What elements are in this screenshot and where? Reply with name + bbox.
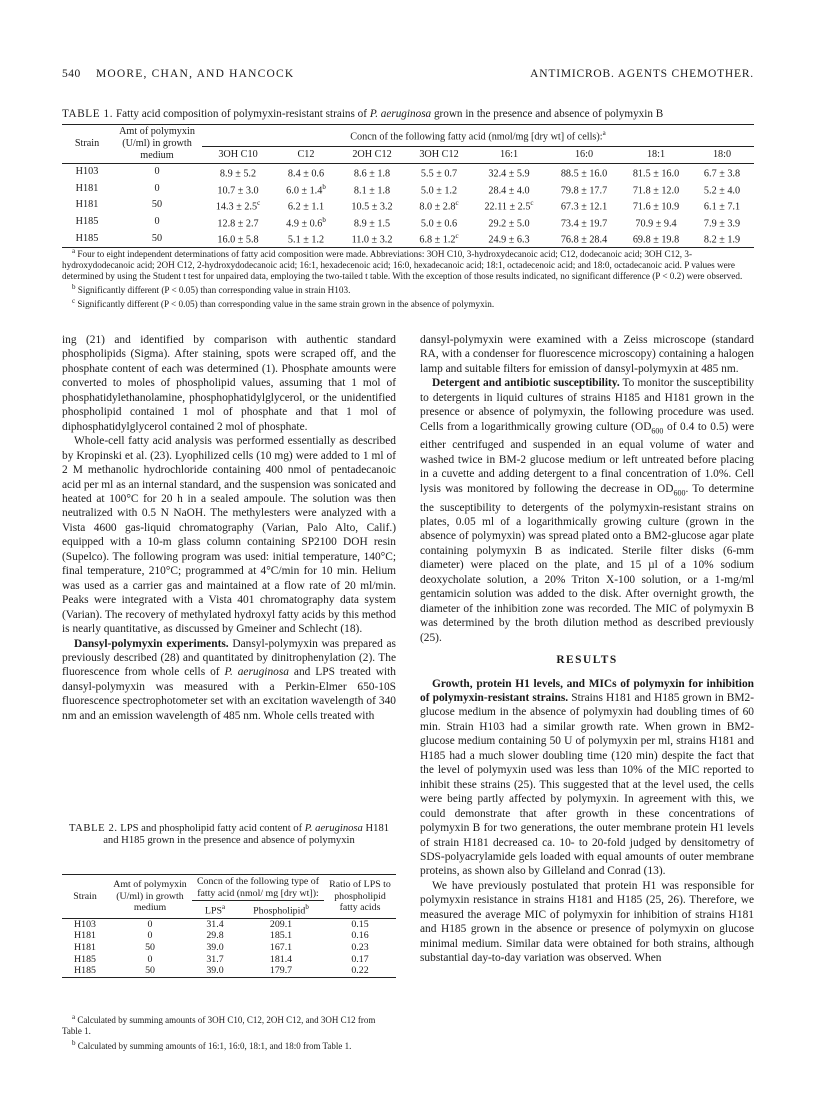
right-paragraph-4: We have previously postulated that protein H1 was responsible for polymyxin resistance in strains H181 and H185 (25, 26). Therefore, we measured the average MIC of polymyxin for inhibition of strains H181 and H185 grown in the absence or presence of polymyxin on glucose minimal medium. Similar data were obtained for both strains, although substantial day-to-day variation was observed. When — [420, 879, 754, 965]
table1-cell-value: 32.4 ± 5.9 — [488, 168, 530, 180]
table2-cell-ratio: 0.16 — [351, 930, 369, 942]
table1-cell-value: 76.8 ± 28.4 — [560, 234, 608, 246]
running-head-authors: MOORE, CHAN, AND HANCOCK — [96, 68, 295, 80]
table2-cell-ratio: 0.15 — [351, 918, 369, 930]
table2-label: TABLE 2. — [68, 823, 118, 834]
table1-cell-value: 70.9 ± 9.4 — [635, 218, 677, 230]
running-head — [62, 68, 754, 86]
table1-cell-value: 6.8 ± 1.2$^c$ — [419, 232, 459, 246]
table1-header-strain: Strain — [62, 125, 112, 164]
table1-cell-value: 24.9 ± 6.3 — [488, 234, 530, 246]
table1-cell-value: 5.5 ± 0.7 — [420, 168, 458, 180]
table2-cell-amount: 50 — [145, 941, 155, 953]
right-paragraph-3: Growth, protein H1 levels, and MICs of polymyxin for inhibition of polymyxin-resistant strains. Strains H181 and H185 grown in BM2-glucose medium in the absence of polymyxin had doubling times of 60 min. Strain H103 had a similar growth rate. When grown in BM2-glucose medium containing 50 U of polymyxin per ml, strains H181 and H185 had a much slower doubling time (120 min) despite the fact that the level of polymyxin used was less than 10% of the MIC reported to inhibit these strains (25). This suggested that at the level used, the cells were being partly affected by polymyxin. In agreement with this, we could demonstrate that after growth in these concentrations of polymyxin B for two generations, the outer membrane protein H1 levels of strain H181 decreased ca. 10- to 20-fold judged by densitometry of SDS-polyacrylamide gels loaded with equal amounts of outer membrane proteins, as shown also by Gilleland and Conrad (13). — [420, 677, 754, 878]
table1-cell-value: 73.4 ± 19.7 — [560, 218, 608, 230]
table2-header-span: Concn of the following type of fatty acid (nmol/ mg [dry wt]): — [192, 875, 324, 901]
table1-header-fatty-acid: 3OH C10 — [218, 148, 258, 160]
table-row — [62, 164, 754, 181]
table-row — [62, 214, 754, 231]
table1-header-fatty-acid: 16:0 — [574, 148, 594, 160]
table2-cell-lps: 29.8 — [206, 930, 224, 942]
table1-cell-value: 6.7 ± 3.8 — [703, 168, 741, 180]
table2-cell-pl: 185.1 — [269, 930, 293, 942]
table1-cell-value: 8.1 ± 1.8 — [353, 184, 391, 196]
table1-header-fatty-acid: 3OH C12 — [419, 148, 459, 160]
table1-cell-strain: H181 — [75, 199, 99, 211]
table2-cell-strain: H185 — [74, 965, 96, 977]
table1-footnotes — [62, 246, 754, 310]
table1-cell-value: 4.9 ± 0.6$^b$ — [286, 215, 326, 230]
table-row — [62, 918, 396, 930]
left-column — [62, 333, 396, 723]
table2-cell-lps: 31.7 — [206, 953, 224, 965]
growth-heading: Growth, protein H1 levels, and MICs of polymyxin for inhibition of polymyxin-resistant strains. — [420, 677, 754, 704]
table2-header-ratio: Ratio of LPS to phospholipid fatty acids — [324, 875, 396, 919]
table1-cell-value: 7.9 ± 3.9 — [703, 218, 741, 230]
table1-cell-value: 8.6 ± 1.8 — [353, 168, 391, 180]
table1-header-fatty-acid: 16:1 — [499, 148, 519, 160]
table1-cell-value: 79.8 ± 17.7 — [560, 184, 608, 196]
table1-cell-value: 8.9 ± 5.2 — [219, 168, 257, 180]
table1-cell-amount: 0 — [154, 182, 160, 194]
table2-cell-lps: 39.0 — [206, 965, 224, 977]
table1-cell-strain: H185 — [75, 232, 99, 244]
table1-footnote: $^c$ Significantly different (P < 0.05) than corresponding value in the same strain grown in the absence of polymyxin. — [72, 297, 495, 310]
table1-title — [62, 108, 762, 120]
table2-cell-strain: H181 — [74, 941, 96, 953]
results-heading: RESULTS — [556, 654, 618, 667]
table1-cell-value: 6.2 ± 1.1 — [287, 201, 325, 213]
table1-cell-value: 81.5 ± 16.0 — [632, 168, 680, 180]
table1-cell-value: 71.6 ± 10.9 — [632, 201, 680, 213]
table2-cell-pl: 179.7 — [269, 965, 293, 977]
table2-caption-b: H181 and H185 grown in the presence and absence of polymyxin — [103, 823, 390, 847]
table2-cell-amount: 0 — [147, 918, 153, 930]
table1-header-span: Concn of the following fatty acid (nmol/mg [dry wt] of cells):$^a$ — [202, 125, 754, 147]
page-number: 540 — [62, 68, 81, 80]
table1-cell-strain: H181 — [75, 182, 99, 194]
table1-caption-end: grown in the presence and absence of polymyxin B — [433, 108, 664, 120]
right-paragraph-1: dansyl-polymyxin were examined with a Zeiss microscope (standard RA, with a condenser for fluorescence microscopy) containing a halogen lamp and suitable filters for emission of dansyl-polymyxin at 485 nm. — [420, 334, 754, 375]
table2-cell-strain: H103 — [74, 918, 96, 930]
table1-cell-value: 8.9 ± 1.5 — [353, 218, 391, 230]
table1-footnote: $^a$ Four to eight independent determinations of fatty acid composition were made. Abbreviations: 3OH C10, 3-hydroxydecanoic acid; C12, dodecanoic acid; 3OH C12, 3-hydroxydodecanoic acid; 2OH C12, 2-hydroxydodecanoic acid; 16:1, hexadecenoic acid; 16:0, hexadecanoic acid; 18:1, octadecenoic acid; and 18:0, octadecanoic acid. P values were determined by using the Student t test for unpaired data, employing the two-tailed t table. With the exception of those results indicated, no significant difference (P < 0.2) were observed. — [62, 247, 743, 282]
table2-cell-pl: 167.1 — [269, 941, 293, 953]
table1-cell-value: 5.0 ± 0.6 — [420, 218, 458, 230]
table-row — [62, 181, 754, 198]
table1-cell-value: 5.1 ± 1.2 — [287, 234, 325, 246]
table2-cell-pl: 181.4 — [269, 953, 293, 965]
detergent-heading: Detergent and antibiotic susceptibility. — [432, 377, 620, 390]
table2-title — [62, 823, 396, 848]
table2-cell-amount: 0 — [147, 930, 153, 942]
table-row — [62, 954, 396, 966]
left-paragraph-1: ing (21) and identified by comparison with authentic standard phospholipids (Sigma). After staining, spots were scraped off, and the phosphate content of each was determined (1). Phosphate amounts were converted to moles of phospholipid values, assuming that 1 mol of phosphatidylethanolamine, phosphophatidylglycerol, or the unidentified phospholipid contained 1 mol of phosphate and that 1 mol of diphosphatidylglycerol contained 2 mol of phosphate. — [62, 334, 396, 433]
table2-header-strain: Strain — [62, 875, 108, 919]
running-head-journal: ANTIMICROB. AGENTS CHEMOTHER. — [530, 68, 754, 80]
table1-label: TABLE 1. — [62, 108, 114, 120]
table2-cell-amount: 50 — [145, 965, 155, 977]
table1-cell-value: 29.2 ± 5.0 — [488, 218, 530, 230]
table1-header-amount: Amt of polymyxin (U/ml) in growth medium — [112, 125, 202, 164]
table1-cell-amount: 0 — [154, 166, 160, 178]
table1-cell-value: 67.3 ± 12.1 — [560, 201, 608, 213]
table1-cell-value: 12.8 ± 2.7 — [217, 218, 259, 230]
table2-header-phospholipid: Phospholipid$^b$ — [253, 903, 309, 917]
table2-cell-amount: 0 — [147, 953, 153, 965]
table2-header-amount: Amt of polymyxin (U/ml) in growth medium — [108, 875, 192, 919]
table1-cell-value: 10.7 ± 3.0 — [217, 184, 259, 196]
dansyl-heading: Dansyl-polymyxin experiments. — [74, 637, 229, 650]
table1-cell-value: 8.2 ± 1.9 — [703, 234, 741, 246]
table1-cell-value: 16.0 ± 5.8 — [217, 234, 259, 246]
table2-footnotes — [62, 1012, 396, 1051]
table2-footnote: $^a$ Calculated by summing amounts of 3OH C10, C12, 2OH C12, and 3OH C12 from Table 1. — [62, 1013, 376, 1036]
table-row — [62, 965, 396, 977]
table1-cell-amount: 0 — [154, 215, 160, 227]
table1-header-fatty-acid: 18:1 — [646, 148, 666, 160]
table2-cell-ratio: 0.17 — [351, 953, 369, 965]
table1-cell-value: 6.0 ± 1.4$^b$ — [286, 182, 326, 196]
table1-cell-value: 6.1 ± 7.1 — [703, 201, 741, 213]
table-row — [62, 197, 754, 214]
table1-cell-value: 5.0 ± 1.2 — [420, 184, 458, 196]
table2-cell-ratio: 0.22 — [351, 965, 369, 977]
table1-caption-organism: P. aeruginosa — [369, 108, 432, 120]
table1-cell-value: 11.0 ± 3.2 — [351, 234, 393, 246]
table2-cell-pl: 209.1 — [269, 918, 293, 930]
table1-cell-value: 28.4 ± 4.0 — [488, 184, 530, 196]
table1-cell-value: 14.3 ± 2.5$^c$ — [215, 199, 261, 213]
table2-cell-ratio: 0.23 — [351, 941, 369, 953]
table-row — [62, 930, 396, 942]
table1-cell-value: 69.8 ± 19.8 — [632, 234, 680, 246]
table2-body — [62, 918, 396, 977]
table1-cell-value: 88.5 ± 16.0 — [560, 168, 608, 180]
right-column — [420, 333, 754, 966]
table1-cell-value: 71.8 ± 12.0 — [632, 184, 680, 196]
table1-cell-value: 10.5 ± 3.2 — [351, 201, 393, 213]
table1-cell-value: 8.0 ± 2.8$^c$ — [419, 199, 459, 213]
table1-cell-strain: H185 — [75, 215, 99, 227]
table1-body — [62, 164, 754, 248]
table-row — [62, 230, 754, 247]
table2-cell-strain: H181 — [74, 930, 96, 942]
table2-header-lps: LPS$^a$ — [204, 903, 226, 917]
table1 — [62, 124, 754, 248]
table1-footnote: $^b$ Significantly different (P < 0.05) than corresponding value in strain H103. — [72, 283, 351, 296]
table1-cell-value: 8.4 ± 0.6 — [287, 168, 325, 180]
left-paragraph-3: Dansyl-polymyxin experiments. Dansyl-polymyxin was prepared as previously described (28) and quantitated by dinitrophenylation (2). The fluorescence from whole cells of P. aeruginosa and LPS treated with dansyl-polymyxin was measured with a Perkin-Elmer 650-10S fluorescence spectrophotometer set with an excitation wavelength of 340 nm and an emission wavelength of 485 nm. Whole cells treated with — [62, 637, 396, 722]
table2-caption-organism: P. aeruginosa — [304, 823, 363, 834]
table1-cell-amount: 50 — [151, 199, 163, 211]
table2-cell-strain: H185 — [74, 953, 96, 965]
table1-cell-strain: H103 — [75, 166, 99, 178]
table1-header-fatty-acid: 18:0 — [712, 148, 732, 160]
table-row — [62, 942, 396, 954]
table2-caption-a: LPS and phospholipid fatty acid content of — [120, 823, 303, 834]
table1-header-fatty-acid: C12 — [297, 148, 315, 160]
table2-cell-lps: 39.0 — [206, 941, 224, 953]
table1-cell-amount: 50 — [151, 232, 163, 244]
left-paragraph-2: Whole-cell fatty acid analysis was performed essentially as described by Kropinski et al. (23). Lyophilized cells (10 mg) were added to 1 ml of 2 M methanolic hydrochloride containing 400 nmol of pentadecanoic acid per ml as an internal standard, and the suspension was sonicated and heated at 100°C for 20 h in a sealed ampoule. The solution was then neutralized with 0.5 N NaOH. The methylesters were analyzed with a Vista 4600 gas-liquid chromatography (Varian, Palo Alto, Calif.) equipped with a 10-m glass column containing SP2100 DOH resin (Supelco). The following program was used: initial temperature, 140°C; final temperature, 210°C; programmed at 4°C/min for 10 min. Helium was used as a carrier gas and maintained at a flow rate of 20 ml/min. Peaks were integrated with a Vista 401 chromatography data system (Varian). The recovery of methylated hydroxyl fatty acids by this method is nearly quantitative, as discussed by Gmeiner and Schlecht (18). — [62, 435, 396, 636]
table2 — [62, 874, 396, 978]
right-paragraph-2: Detergent and antibiotic susceptibility. To monitor the susceptibility to detergents in liquid cultures of strains H185 and H181 grown in the presence or absence of polymyxin, the following procedure was used. Cells from a logarithmically growing culture ($OD_{600}$ of 0.4 to 0.5) were either centrifuged and suspended in an equal volume of water and washed twice in BM-2 glucose medium or left untreated before placing in a cuvette and adding detergent to a final concentration of 1.0%. Cell lysis was monitored by following the decrease in $OD_{600}$. To determine the susceptibility to detergents of the polymyxin-resistant strains on plates, 0.05 ml of a logarithmically growing culture (grown in the absence of polymyxin) was spread plated onto a BM2-glucose agar plate containing polymyxin B as indicated. Sterile filter disks (6-mm diameter) were placed on the plate, and 15 µl of a 10% sodium deoxycholate solution, a 20% Triton X-100 solution, or a 1-mg/ml gentamicin solution was added to the disk. After overnight growth, the diameter of the inhibition zone was recorded. The MIC of polymyxin B was determined by the broth dilution method as described previously (25). — [420, 377, 755, 644]
table1-header-fatty-acid: 2OH C12 — [352, 148, 392, 160]
table2-cell-lps: 31.4 — [206, 918, 224, 930]
table1-caption-main: Fatty acid composition of polymyxin-resistant strains of — [115, 108, 368, 120]
table1-cell-value: 22.11 ± 2.5$^c$ — [484, 199, 534, 213]
table2-footnote: $^b$ Calculated by summing amounts of 16:1, 16:0, 18:1, and 18:0 from Table 1. — [72, 1038, 352, 1051]
table1-cell-value: 5.2 ± 4.0 — [703, 184, 741, 196]
